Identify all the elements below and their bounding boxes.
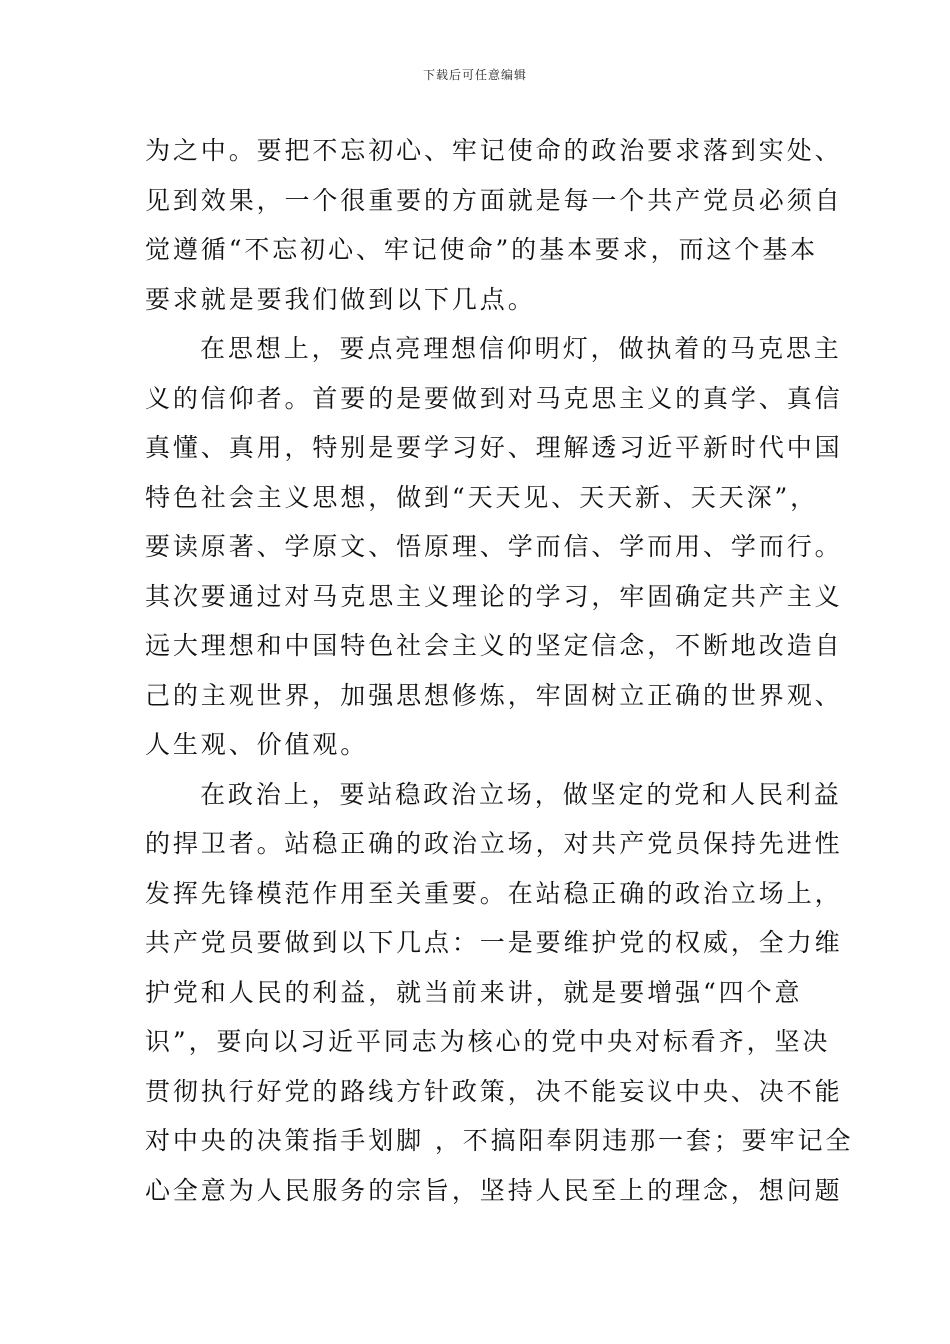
page-header: 下载后可任意编辑	[422, 68, 527, 82]
text-line: 共产党员要做到以下几点：一是要维护党的权威，全力维	[145, 928, 843, 957]
text-line: 心全意为人民服务的宗旨，坚持人民至上的理念，想问题	[145, 1175, 843, 1205]
document-body	[145, 126, 854, 1215]
text-line: 对中央的决策指手划脚 ，不搞阳奉阴违那一套；要牢记全	[145, 1126, 854, 1155]
text-line: 特色社会主义思想，做到“天天见、天天新、天天深”，	[145, 482, 819, 512]
text-line: 觉遵循“不忘初心、牢记使命”的基本要求，而这个基本	[145, 235, 819, 264]
paragraph-3	[145, 770, 854, 1216]
text-line: 在政治上，要站稳政治立场，做坚定的党和人民利益	[200, 779, 842, 809]
text-line: 己的主观世界，加强思想修炼，牢固树立正确的世界观、	[145, 680, 843, 710]
text-line: 真懂、真用，特别是要学习好、理解透习近平新时代中国	[145, 433, 843, 462]
text-line: 见到效果，一个很重要的方面就是每一个共产党员必须自	[145, 185, 843, 215]
text-line: 护党和人民的利益，就当前来讲，就是要增强“四个意	[145, 977, 803, 1007]
paragraph-1	[145, 126, 843, 324]
text-line: 在思想上，要点亮理想信仰明灯，做执着的马克思主	[200, 334, 842, 363]
text-line: 要读原著、学原文、悟原理、学而信、学而用、学而行。	[145, 532, 843, 561]
text-line: 识”，要向以习近平同志为核心的党中央对标看齐，坚决	[145, 1027, 831, 1056]
text-line: 要求就是要我们做到以下几点。	[145, 284, 536, 314]
text-line: 远大理想和中国特色社会主义的坚定信念，不断地改造自	[145, 631, 843, 660]
text-line: 发挥先锋模范作用至关重要。在站稳正确的政治立场上，	[145, 878, 843, 908]
text-line: 贯彻执行好党的路线方针政策，决不能妄议中央、决不能	[145, 1076, 843, 1106]
text-line: 为之中。要把不忘初心、牢记使命的政治要求落到实处、	[145, 136, 843, 165]
paragraph-2	[145, 324, 843, 770]
text-line: 人生观、价值观。	[145, 730, 369, 759]
text-line: 的捍卫者。站稳正确的政治立场，对共产党员保持先进性	[145, 829, 843, 858]
text-line: 义的信仰者。首要的是要做到对马克思主义的真学、真信	[145, 383, 843, 413]
text-line: 其次要通过对马克思主义理论的学习，牢固确定共产主义	[145, 581, 843, 611]
